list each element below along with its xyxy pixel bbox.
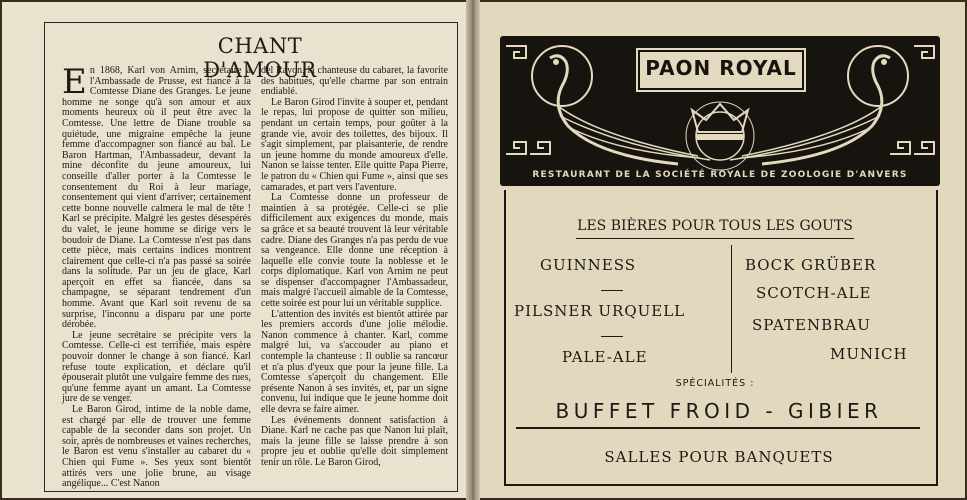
story-paragraph: En 1868, Karl von Arnim, secrétaire à l'Ambassade de Prusse, est fiancé à la Comtesse Diane des Granges. Le jeune homme ne songe qu'à son amour et aux moments heureux où il peut être avec la Comtesse. Une lettre de Diane trouble sa quiétude, une migraine empêche la jeune femme d'accompagner son fiancé au bal. Le Baron Hartman, l'Ambassadeur, devant la mine déconfite du jeune amoureux, lui conseille d'aller porter à la Comtesse le consentement du Roi à leur mariage, consentement qui vient d'arriver; certainement cette bonne nouvelle calmera le mal de tête ! Karl se précipite. Malgré les gestes désespérés du valet, le jeune homme se dirige vers le boudoir de Diane. La Comtesse n'est pas dans cette pièce, mais certains indices montrent clairement que celle-ci n'a pas passé sa soirée dans la solitude. Par un jeu de glace, Karl aperçoit en effet sa fiancée, dans sa champagne, se séparant tendrement d'un homme. Avant que Karl soit revenu de sa surprise, l'inconnu a disparu par une porte dérobée.: [62, 62, 251, 331]
menu-frame: [504, 190, 938, 486]
story-column-1: [62, 62, 251, 490]
story-paragraph: del Rayon, la chanteuse du cabaret, la favorite des habitués, qu'elle charme par son entrain endiablé.: [261, 65, 448, 98]
beer-item: SPATENBRAU: [752, 316, 871, 334]
beer-item: GUINNESS: [540, 256, 637, 274]
beer-heading: LES BIÈRES POUR TOUS LES GOUTS: [577, 218, 853, 234]
beer-item: PALE-ALE: [562, 348, 648, 366]
buffet-rule: [516, 427, 920, 429]
beer-item: BOCK GRÜBER: [745, 256, 877, 274]
story-column-2: [261, 66, 448, 469]
specialites-label: SPÉCIALITÉS :: [675, 378, 755, 389]
heading-rule: [576, 238, 854, 239]
story-paragraph: L'attention des invités est bientôt attirée par les premiers accords d'une jolie mélodie. Nanon commence à chanter. Karl, comme malgré lui, va s'accouder au piano et contemple la chanteuse : Il oublie sa rancœur et n'a plus d'yeux que pour la jeune fille. La Comtesse s'aperçoit du changement. Elle présente Nanon à ses invités, et, par un signe convenu, lui indique que le jeune homme doit elle devra se faire aimer.: [261, 308, 448, 415]
story-paragraph: Le Baron Girod, intime de la noble dame, est chargé par elle de trouver une femme capable de la seconder dans son projet. Un soir, après de nombreuses et vaines recherches, le Baron est venu s'installer au cabaret du « Chien qui Fume ». Ses yeux sont bientôt attirés vers une jolie brune, au visage angélique... C'est Nanon: [62, 404, 251, 490]
story-paragraph: Le jeune secrétaire se précipite vers la Comtesse. Celle-ci est terrifiée, mais espère pouvoir donner le change à son fiancé. Karl refuse toute explication, et déclare qu'il épouserait plutôt une vulgaire femme des rues, qu'une femme ayant un amant. La Comtesse jure de se venger.: [62, 329, 251, 405]
story-paragraph: La Comtesse donne un professeur de maintien à sa protégée. Celle-ci se plie difficilement aux exigences du monde, mais sa grâce et sa beauté trouvent là leur véritable cadre. Diane des Granges n'a pas perdu de vue sa vengeance. Elle donne une réception à laquelle elle convie toute la noblesse et le corps diplomatique. Karl von Arnim ne peut se dispenser d'accompagner l'Ambassadeur, mais malgré l'accueil aimable de la Comtesse, cette soirée est pour lui un véritable supplice.: [261, 192, 448, 310]
beer-item: SCOTCH-ALE: [756, 284, 872, 302]
brand-name: PAON ROYAL: [645, 56, 797, 80]
book-gutter: [466, 0, 480, 500]
story-paragraph: Les événements donnent satisfaction à Diane. Karl ne cache pas que Nanon lui plaît, mais la jeune fille se laisse prendre à son propre jeu et oublie qu'elle doit simplement tenir un rôle. Le Baron Girod,: [261, 414, 448, 468]
buffet-line: BUFFET FROID - GIBIER: [555, 399, 883, 423]
salles-line: SALLES POUR BANQUETS: [604, 448, 834, 466]
restaurant-subtitle: RESTAURANT DE LA SOCIÉTÉ ROYALE DE ZOOLOGIE D'ANVERS: [532, 170, 908, 180]
story-paragraph: Le Baron Girod l'invite à souper et, pendant le repas, lui propose de quitter son milieu, pendant un certain temps, pour goûter à la grande vie, avoir des toilettes, des bijoux. Il s'agit simplement, par plaisanterie, de rendre un jeune homme du monde amoureux d'elle. Nanon se laisse tenter. Elle quitte Papa Pierre, le patron du « Chien qui Fume », ainsi que ses camarades, et part vers l'aventure.: [261, 96, 448, 193]
beer-item: PILSNER URQUELL: [514, 302, 686, 320]
beer-item: MUNICH: [830, 345, 908, 363]
story-title: CHANT D'AMOUR: [203, 34, 317, 82]
dash-divider: [601, 290, 623, 291]
paon-royal-banner: [500, 36, 940, 186]
dash-divider: [601, 336, 623, 337]
drop-cap: E: [62, 62, 87, 102]
column-divider: [731, 245, 732, 373]
